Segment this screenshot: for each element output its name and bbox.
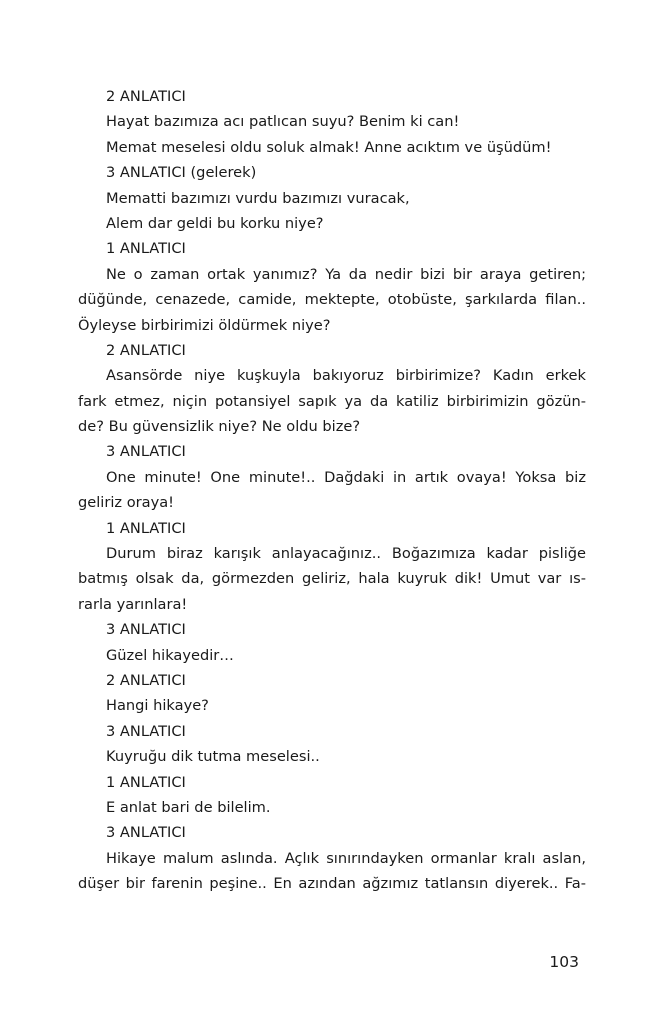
dialogue-line: Öyleyse birbirimizi öldürmek niye? <box>78 316 331 334</box>
speaker-label: 3 ANLATICI (gelerek) <box>106 164 257 182</box>
speaker-label: 2 ANLATICI <box>106 88 186 105</box>
dialogue-line: Ne o zaman ortak yanımız? Ya da nedir bizi bir araya getiren; <box>106 265 586 283</box>
dialogue-line: Hayat bazımıza acı patlıcan suyu? Benim ki can! <box>106 113 460 131</box>
dialogue-line: batmış olsak da, görmezden geliriz, hala kuyruk dik! Umut var ıs- <box>78 570 586 588</box>
speaker-label: 3 ANLATICI <box>106 824 186 842</box>
dialogue-line: geliriz oraya! <box>78 494 175 512</box>
dialogue-line: de? Bu güvensizlik niye? Ne oldu bize? <box>78 418 361 436</box>
speaker-label: 1 ANLATICI <box>106 773 186 791</box>
speaker-label: 2 ANLATICI <box>106 341 186 359</box>
dialogue-line: E anlat bari de bilelim. <box>106 798 271 816</box>
dialogue-line: rarla yarınlara! <box>78 595 188 613</box>
page-number: 103 <box>549 953 579 971</box>
speaker-label: 3 ANLATICI <box>106 722 186 740</box>
speaker-label: 1 ANLATICI <box>106 519 186 537</box>
speaker-label: 1 ANLATICI <box>106 240 186 258</box>
dialogue-line: Hikaye malum aslında. Açlık sınırındayken ormanlar kralı aslan, <box>106 849 586 867</box>
dialogue-line: Hangi hikaye? <box>106 697 209 715</box>
dialogue-line: Alem dar geldi bu korku niye? <box>106 214 324 232</box>
dialogue-line: fark etmez, niçin potansiyel sapık ya da katiliz birbirimizin gözün- <box>78 392 586 410</box>
speaker-label: 3 ANLATICI <box>106 443 186 461</box>
dialogue-line: düşer bir farenin peşine.. En azından ağzımız tatlansın diyerek.. Fa- <box>78 875 586 893</box>
dialogue-line: Asansörde niye kuşkuyla bakıyoruz birbirimize? Kadın erkek <box>106 367 586 385</box>
speaker-label: 2 ANLATICI <box>106 671 186 689</box>
speaker-label: 3 ANLATICI <box>106 621 186 639</box>
dialogue-line: düğünde, cenazede, camide, mektepte, otobüste, şarkılarda filan.. <box>78 291 586 309</box>
dialogue-line: Memat meselesi oldu soluk almak! Anne acıktım ve üşüdüm! <box>106 138 552 156</box>
dialogue-line: One minute! One minute!.. Dağdaki in artık ovaya! Yoksa biz <box>106 468 586 486</box>
dialogue-line: Güzel hikayedir… <box>106 646 234 664</box>
dialogue-line: Mematti bazımızı vurdu bazımızı vuracak, <box>106 189 410 207</box>
dialogue-line: Kuyruğu dik tutma meselesi.. <box>106 748 320 766</box>
play-text <box>78 84 586 897</box>
dialogue-line: Durum biraz karışık anlayacağınız.. Boğazımıza kadar pisliğe <box>106 545 586 563</box>
